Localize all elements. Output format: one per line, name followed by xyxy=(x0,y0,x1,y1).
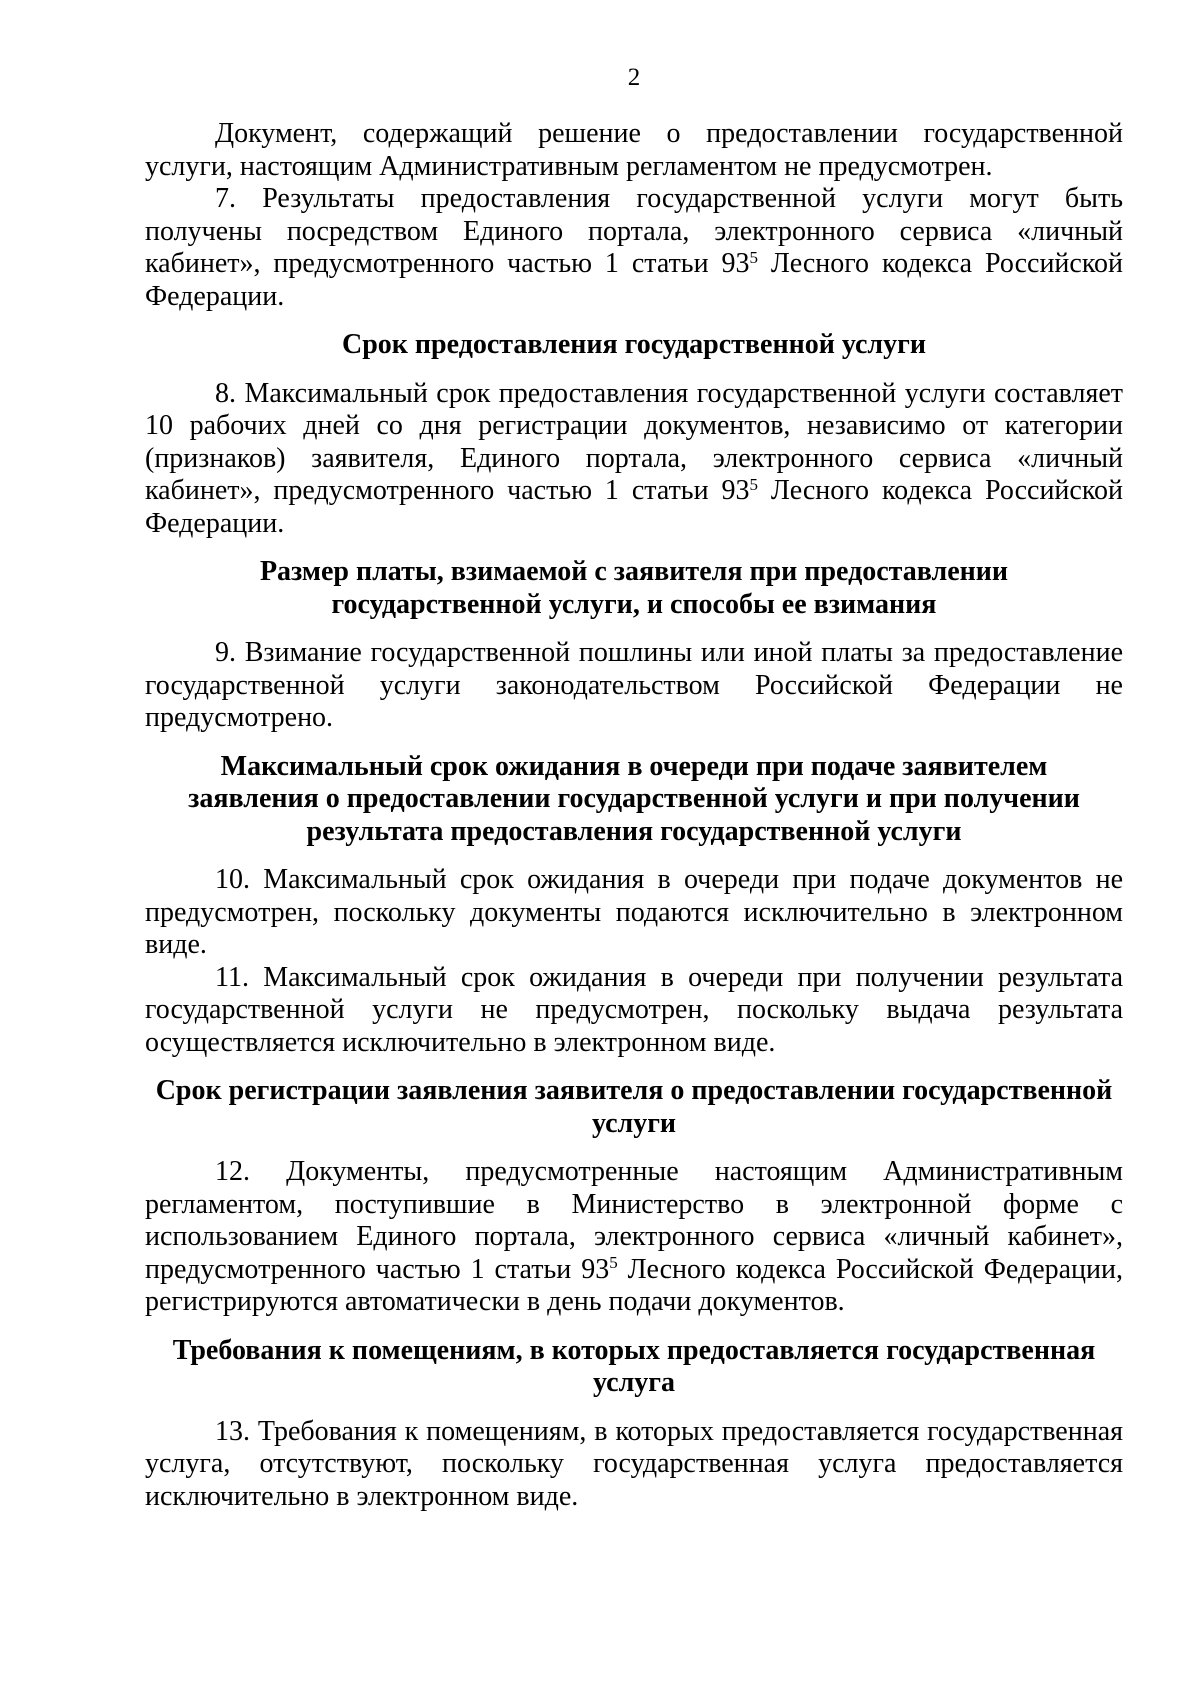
heading-service-term: Срок предоставления государственной услуги xyxy=(342,329,926,360)
paragraph-12-text: 12. Документы, предусмотренные настоящим Административным регламентом, поступившие в Министерство в электронной форме с использованием Единого портала, электронного сервиса «личный кабинет», предусмотренного частью 1 статьи 93 xyxy=(145,1156,1123,1285)
paragraph-9: 9. Взимание государственной пошлины или иной платы за предоставление государственной услуги законодательством Российской Федерации не предусмотрено. xyxy=(145,637,1123,733)
paragraph-8-text: 8. Максимальный срок предоставления государственной услуги составляет 10 рабочих дней со дня регистрации документов, независимо от категории (признаков) заявителя, Единого портала, электронного сервиса «личный кабинет», предусмотренного частью 1 статьи 93 xyxy=(145,377,1123,506)
paragraph-11: 11. Максимальный срок ожидания в очереди при получении результата государственной услуги не предусмотрен, поскольку выдача результата осуществляется исключительно в электронном виде. xyxy=(145,961,1123,1058)
heading-queue-time-line: результата предоставления государственной услуги xyxy=(306,815,962,847)
paragraph-document-decision: Документ, содержащий решение о предоставлении государственной услуги, настоящим Административным регламентом не предусмотрен. xyxy=(145,118,1123,182)
heading-registration-term-line: услуги xyxy=(591,1107,677,1139)
heading-queue-time xyxy=(145,751,1123,849)
heading-fee-line: Размер платы, взимаемой с заявителя при предоставлении xyxy=(259,556,1009,587)
heading-queue-time-line: Максимальный срок ожидания в очереди при подаче заявителем xyxy=(220,750,1048,782)
heading-fee-line: государственной услуги, и способы ее взимания xyxy=(331,588,937,620)
heading-premises-line: услуга xyxy=(593,1367,675,1398)
paragraph-7-text: 7. Результаты предоставления государственной услуги могут быть получены посредством Единого портала, электронного сервиса «личный кабинет», предусмотренного частью 1 статьи 93 xyxy=(145,183,1123,279)
superscript: 5 xyxy=(609,1253,618,1273)
paragraph-10: 10. Максимальный срок ожидания в очереди при подаче документов не предусмотрен, поскольку документы подаются исключительно в электронном виде. xyxy=(145,864,1123,960)
heading-premises xyxy=(145,1335,1123,1400)
paragraph-8-text-end: Лесного кодекса Российской Федерации. xyxy=(145,475,1124,539)
paragraph-7-text-end: Лесного кодекса Российской Федерации. xyxy=(145,248,1124,312)
paragraph-13: 13. Требования к помещениям, в которых предоставляется государственная услуга, отсутствуют, поскольку государственная услуга предоставляется исключительно в электронном виде. xyxy=(145,1415,1123,1512)
page-number: 2 xyxy=(627,64,641,91)
heading-queue-time-line: заявления о предоставлении государственной услуги и при получении xyxy=(188,783,1080,814)
heading-premises-line: Требования к помещениям, в которых предоставляется государственная xyxy=(172,1334,1096,1366)
paragraph-7 xyxy=(145,183,1123,313)
superscript: 5 xyxy=(749,474,758,494)
heading-fee xyxy=(145,556,1123,621)
heading-registration-term-line: Срок регистрации заявления заявителя о предоставлении государственной xyxy=(155,1075,1113,1106)
paragraph-12 xyxy=(145,1156,1123,1319)
superscript: 5 xyxy=(749,247,758,267)
heading-registration-term xyxy=(145,1075,1123,1140)
paragraph-8 xyxy=(145,378,1123,541)
document-page xyxy=(145,62,1123,1513)
paragraph-12-text-end: Лесного кодекса Российской Федерации, регистрируются автоматически в день подачи документов. xyxy=(145,1253,1124,1317)
